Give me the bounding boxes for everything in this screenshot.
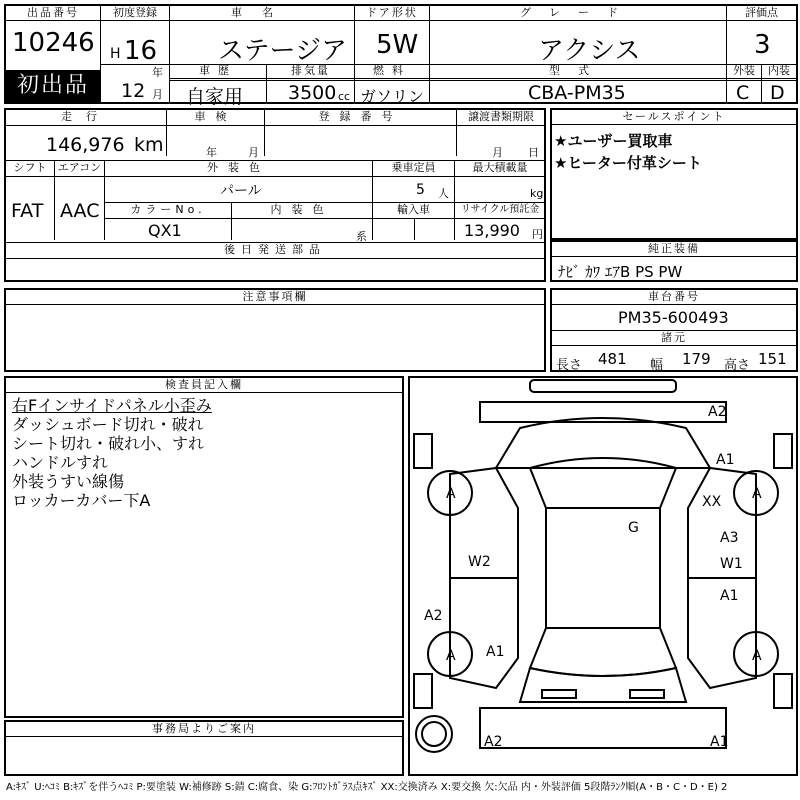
year-unit: 年 xyxy=(152,66,163,79)
header-box xyxy=(4,4,798,108)
mileage: 146,976 xyxy=(46,134,125,156)
inspection-label: 車検 xyxy=(194,110,237,123)
damage-mark: A2 xyxy=(484,734,503,750)
ac-label: エアコン xyxy=(57,161,102,174)
score-label: 評価点 xyxy=(727,6,796,21)
interior-score: D xyxy=(770,82,785,104)
tail-light-right xyxy=(630,690,664,698)
dims-label: 諸元 xyxy=(552,331,796,346)
grade-label: グレード xyxy=(430,6,726,21)
equipment-label: 純正装備 xyxy=(552,242,796,257)
model: CBA-PM35 xyxy=(528,82,626,104)
door: 5W xyxy=(376,30,419,60)
damage-mark: G xyxy=(628,520,639,536)
chassis-no: PM35-600493 xyxy=(618,308,729,327)
fuel: ガソリン xyxy=(360,87,425,106)
color-no-label: カラーNo. xyxy=(130,203,206,216)
interior-label: 内装 xyxy=(762,64,796,79)
notes-label: 注意事項欄 xyxy=(6,290,544,305)
era: H xyxy=(110,46,121,62)
width: 179 xyxy=(682,350,711,368)
car-name-label: 車名 xyxy=(170,6,354,21)
reg-no-label: 登録番号 xyxy=(318,110,403,123)
inspector-note: ハンドルすれ xyxy=(12,453,109,472)
recycle-label: リサイクル預託金 xyxy=(460,204,540,215)
mileage-unit: km xyxy=(134,134,164,156)
damage-mark: W1 xyxy=(720,556,743,572)
office-label: 事務局よりご案内 xyxy=(6,722,402,737)
inspection-year-unit: 年 xyxy=(206,146,217,159)
mileage-label: 走行 xyxy=(61,110,111,123)
model-label: 型式 xyxy=(430,64,726,79)
capacity: 5 xyxy=(416,182,425,198)
history: 自家用 xyxy=(186,86,244,108)
exterior-label: 外装 xyxy=(727,64,761,79)
height: 151 xyxy=(758,350,787,368)
shift: FAT xyxy=(11,200,44,222)
later-parts-label: 後日発送部品 xyxy=(224,243,326,256)
sales-point-2: ★ヒーター付革シート xyxy=(554,154,702,172)
history-label: 車歴 xyxy=(170,64,266,79)
car-diagram xyxy=(410,378,796,774)
color-no: QX1 xyxy=(148,221,182,240)
length-label: 長さ xyxy=(556,358,583,373)
notes-box xyxy=(4,288,546,372)
sales-points-box xyxy=(550,108,798,240)
damage-mark: W2 xyxy=(468,554,491,570)
transfer-label: 譲渡書類期限 xyxy=(468,110,534,123)
shift-label: シフト xyxy=(13,161,47,174)
length: 481 xyxy=(598,350,627,368)
transfer-month-unit: 月 xyxy=(492,146,503,159)
legend: A:ｷｽﾞ U:ﾍｺﾐ B:ｷｽﾞを伴うﾍｺﾐ P:要塗装 W:補修跡 S:錆 C:腐食、染 G:ﾌﾛﾝﾄｶﾞﾗｽ点ｷｽﾞ XX:交換済み X:要交換 欠:欠品 内・外装評価 5段階ﾗﾝｸ順(A・B・C・D・E) 2 xyxy=(6,782,728,793)
displacement-unit: cc xyxy=(338,90,351,103)
capacity-unit: 人 xyxy=(438,187,449,200)
inspector-note: ダッシュボード切れ・破れ xyxy=(12,415,204,434)
transfer-day-unit: 日 xyxy=(528,146,539,159)
roof-strip xyxy=(530,380,676,392)
reg-month: 12 xyxy=(121,80,146,102)
inspection-month-unit: 月 xyxy=(248,146,259,159)
recycle: 13,990 xyxy=(464,221,520,240)
import-label: 輸入車 xyxy=(397,203,430,216)
car-diagram-box xyxy=(408,376,798,776)
damage-mark: A xyxy=(752,648,762,664)
chassis-label: 車台番号 xyxy=(552,290,796,305)
exterior-score: C xyxy=(736,82,750,104)
hood xyxy=(496,418,710,468)
max-load-unit: kg xyxy=(530,187,544,200)
damage-mark: A1 xyxy=(710,734,729,750)
door-label: ドア形状 xyxy=(355,6,429,21)
lot-no: 10246 xyxy=(12,28,95,58)
displacement-label: 排気量 xyxy=(267,64,354,79)
height-label: 高さ xyxy=(724,358,751,373)
damage-mark: A3 xyxy=(720,530,739,546)
damage-mark: A xyxy=(446,486,456,502)
rear-window xyxy=(530,628,676,676)
rear-bumper xyxy=(480,708,729,750)
damage-mark: A2 xyxy=(708,404,727,420)
int-color-label: 内装色 xyxy=(270,203,334,216)
left-front-guard xyxy=(414,434,432,468)
displacement: 3500 xyxy=(288,82,337,104)
damage-mark: A1 xyxy=(716,452,735,468)
tail-light-left xyxy=(542,690,576,698)
inspector-label: 検査員記入欄 xyxy=(6,378,402,393)
capacity-label: 乗車定員 xyxy=(391,161,436,174)
width-label: 幅 xyxy=(650,358,664,373)
sales-point-1: ★ユーザー買取車 xyxy=(554,132,673,150)
car-name: ステージア xyxy=(218,36,347,66)
vehicle-details-box xyxy=(4,108,546,282)
score: 3 xyxy=(754,30,771,60)
reg-year: 16 xyxy=(124,36,158,66)
damage-mark: A1 xyxy=(720,588,739,604)
inspector-note: シート切れ・破れ小、すれ xyxy=(12,434,205,453)
fuel-label: 燃料 xyxy=(355,64,429,79)
office-box xyxy=(4,720,404,776)
inspector-note: 右Fインサイドパネル小歪み xyxy=(12,396,212,415)
windshield xyxy=(530,458,676,508)
first-listing-badge: 初出品 xyxy=(6,70,100,102)
damage-mark: A xyxy=(446,648,456,664)
first-reg-label: 初度登録 xyxy=(101,6,169,21)
equipment-value: ﾅﾋﾞ ｶﾜ ｴｱB PS PW xyxy=(558,263,683,281)
left-rear-guard xyxy=(414,674,432,708)
right-front-guard xyxy=(774,434,792,468)
tailgate xyxy=(520,668,686,702)
damage-mark: A2 xyxy=(424,608,443,624)
equipment-box xyxy=(550,240,798,282)
sales-points-label: セールスポイント xyxy=(552,110,796,125)
lot-no-label: 出品番号 xyxy=(6,6,100,21)
month-unit: 月 xyxy=(152,88,163,101)
grade: アクシス xyxy=(538,36,641,66)
chassis-box xyxy=(550,288,798,372)
inspector-box xyxy=(4,376,404,718)
inspector-note: ロッカーカバー下A xyxy=(12,491,151,510)
ac: AAC xyxy=(60,200,100,222)
recycle-unit: 円 xyxy=(532,228,543,241)
max-load-label: 最大積載量 xyxy=(472,161,528,174)
damage-mark: A1 xyxy=(486,644,505,660)
ext-color-label: 外装色 xyxy=(207,161,270,174)
right-rear-guard xyxy=(774,674,792,708)
damage-mark: XX xyxy=(702,494,722,510)
roof xyxy=(546,508,660,628)
ext-color: パール xyxy=(220,183,262,199)
inspector-note: 外装うすい線傷 xyxy=(12,472,125,491)
int-color-unit: 系 xyxy=(356,230,367,243)
damage-mark: A xyxy=(752,486,762,502)
